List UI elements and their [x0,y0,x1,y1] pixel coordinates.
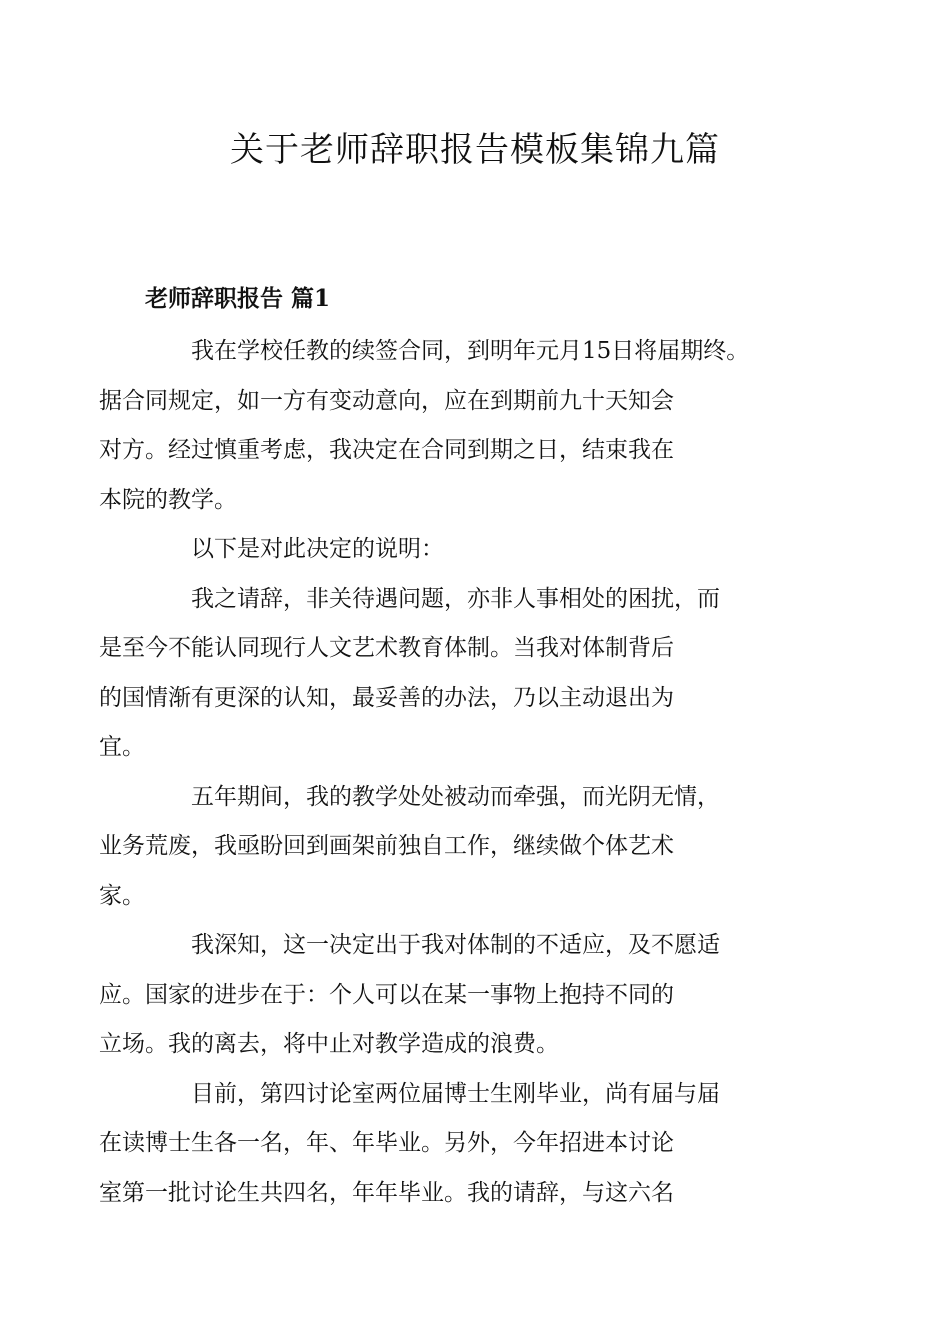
text-line: 宜。 [99,734,145,760]
text-line: 家。 [99,882,145,909]
document-title: 关于老师辞职报告模板集锦九篇 [230,130,720,170]
text-line: 以下是对此决定的说明： [191,536,444,562]
text-line: 在读博士生各一名，年、年毕业。另外，今年招进本讨论 [99,1130,674,1156]
text-line: 本院的教学。 [99,486,237,513]
text-line: 是至今不能认同现行人文艺术教育体制。当我对体制背后 [99,635,674,661]
text-line: 五年期间，我的教学处处被动而牵强，而光阴无情， [191,783,720,810]
paragraph-4 [99,773,817,922]
text-line: 对方。经过慎重考虑，我决定在合同到期之日，结束我在 [99,437,674,463]
section-heading: 老师辞职报告 篇1 [145,285,331,312]
text-line: 目前，第四讨论室两位届博士生刚毕业，尚有届与届 [191,1080,720,1107]
text-line: 的国情渐有更深的认知，最妥善的办法，乃以主动退出为 [99,684,674,711]
text-line: 我在学校任教的续签合同，到明年元月15日将届期终。 [191,338,750,364]
text-line: 我深知，这一决定出于我对体制的不适应，及不愿适 [191,932,720,958]
text-line: 应。国家的进步在于：个人可以在某一事物上抱持不同的 [99,981,674,1008]
text-line: 立场。我的离去，将中止对教学造成的浪费。 [99,1031,559,1057]
text-line: 我之请辞，非关待遇问题，亦非人事相处的困扰，而 [191,585,720,612]
text-line: 室第一批讨论生共四名，年年毕业。我的请辞，与这六名 [99,1179,674,1206]
text-line: 业务荒废，我亟盼回到画架前独自工作，继续做个体艺术 [99,833,674,859]
paragraph-6 [99,1070,817,1219]
document-body [99,327,817,1218]
paragraph-3 [99,575,817,773]
text-line: 据合同规定，如一方有变动意向，应在到期前九十天知会 [99,387,674,414]
paragraph-5 [99,921,817,1070]
paragraph-1 [99,327,817,525]
paragraph-2 [145,525,817,575]
